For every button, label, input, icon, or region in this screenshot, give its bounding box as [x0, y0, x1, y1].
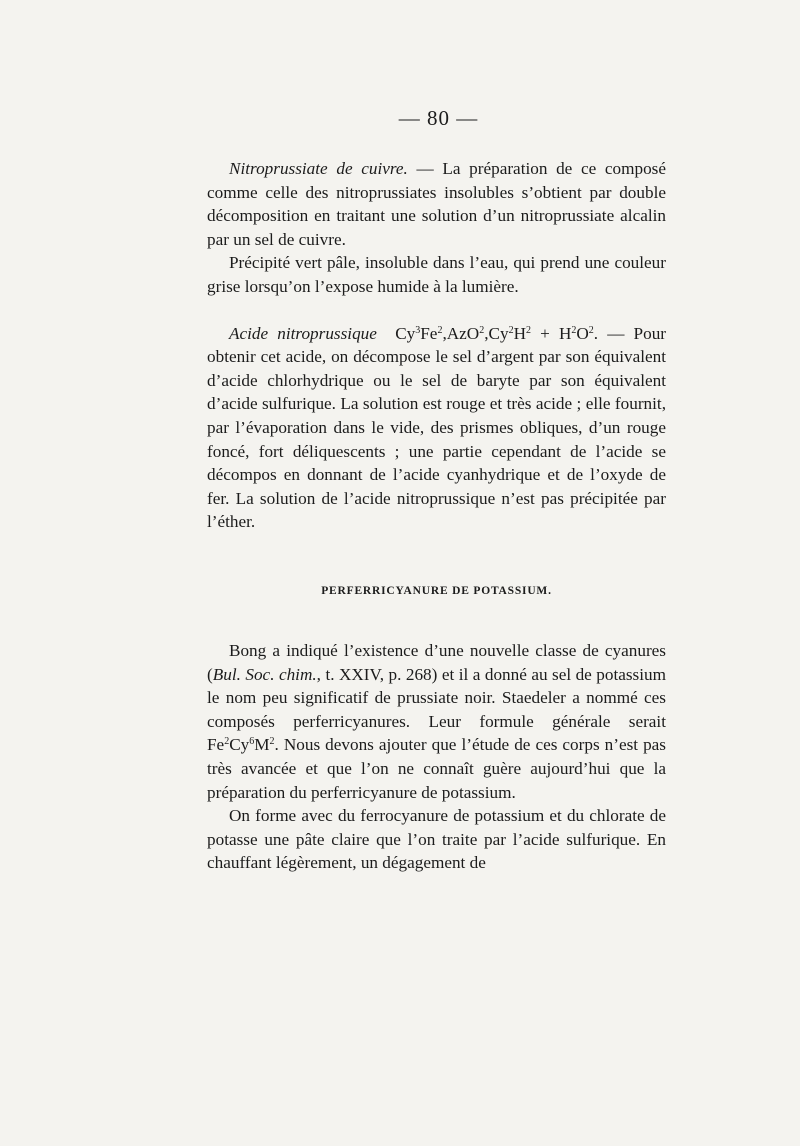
journal-reference: Bul. Soc. chim.: [212, 664, 317, 684]
paragraph-copper-nitroprusside: Nitroprussiate de cuivre. — La préparation de ce composé comme celle des nitroprussiates insolubles s’obtient par double décomposition en traitant une solution d’un nitroprussiate alcalin par un sel de cuivre.: [207, 159, 667, 249]
paragraph-title: Nitroprussiate de cuivre.: [229, 159, 408, 178]
paragraph-preparation: On forme avec du ferrocyanure de potassium et du chlorate de potasse une pâte claire que l’on traite par l’acide sulfurique. En chauffant légèrement, un dégagement de: [207, 806, 666, 873]
section-heading: PERFERRICYANURE DE POTASSIUM.: [321, 585, 552, 597]
chemical-formula: $Fe^2Cy^6M^2$.: [207, 735, 279, 755]
page-number: — 80 —: [398, 106, 479, 130]
section-nitroprussides: [207, 157, 666, 534]
paragraph-precipitate: Précipité vert pâle, insoluble dans l’eau, qui prend une couleur grise lorsqu’on l’expose humide à la lumière.: [207, 253, 666, 296]
paragraph-bong: Bong a indiqué l’existence d’une nouvelle classe de cyanures (Bul. Soc. chim., t. XXIV, p. 268) et il a donné au sel de potassium le nom peu significatif de prussiate noir. Staedeler a nommé ces composés perferricyanures. Leur formule générale serait $Fe^2Cy^6M^2$. Nous devons ajouter que l’étude de ces corps n’est pas très avancée et que l’on ne connaît guère aujourd’hui que la préparation du perferricyanure de potassium.: [207, 641, 666, 802]
chemical-formula: $Cy^3Fe^2,AzO^2,Cy^2H^2 + H^2O^2$. —: [395, 323, 625, 343]
paragraph-nitroprussic-acid: Acide nitroprussique $Cy^3Fe^2,AzO^2,Cy^2H^2 + H^2O^2$. — Pour obtenir cet acide, on décompose le sel d’argent par son équivalent d’acide chlorhydrique ou le sel de baryte par son équivalent d’acide sulfurique. La solution est rouge et très acide ; elle fournit, par l’évaporation dans le vide, des prismes obliques, d’un rouge foncé, fort déliquescents ; une partie cependant de l’acide se décompos en donnant de l’acide cyanhydrique et de l’oxyde de fer. La solution de l’acide nitroprussique n’est pas précipitée par l’éther.: [207, 323, 667, 532]
paragraph-title: Acide nitroprussique: [229, 323, 377, 343]
section-perferricyanide: [207, 639, 666, 875]
